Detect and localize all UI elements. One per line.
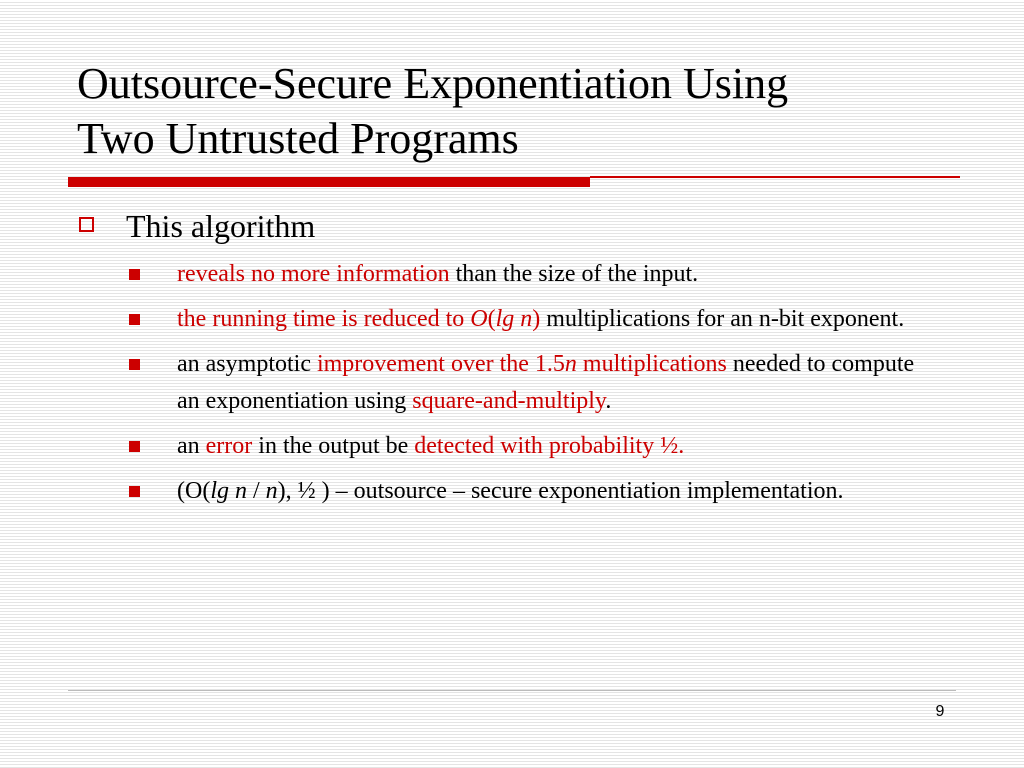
lg-n-term: lg n [495, 306, 533, 332]
highlight-text: multiplications [576, 351, 727, 377]
n-variable: n [265, 478, 278, 504]
filled-square-bullet-icon [129, 441, 140, 452]
footer-divider [68, 690, 956, 691]
lg-n-term: lg n [210, 478, 247, 504]
filled-square-bullet-icon [129, 269, 140, 280]
list-item [129, 256, 929, 293]
title-line-1: Outsource-Secure Exponentiation Using [77, 59, 789, 108]
list-item [129, 346, 929, 420]
body-text: / [247, 478, 266, 504]
body-text: than the size of the input. [449, 261, 699, 287]
filled-square-bullet-icon [129, 359, 140, 370]
body-text: ), ½ ) – outsource – secure exponentiation implementation. [277, 478, 844, 504]
slide-title [77, 56, 957, 166]
body-text: (O( [177, 478, 211, 504]
list-item [129, 473, 929, 510]
highlight-text: improvement over the 1.5 [316, 351, 565, 377]
highlight-text: detected with probability ½. [414, 433, 685, 459]
body-text: . [605, 388, 612, 414]
filled-square-bullet-icon [129, 486, 140, 497]
body-text: in the output be [252, 433, 415, 459]
list-item [129, 301, 929, 338]
hollow-square-bullet-icon [79, 217, 94, 232]
highlight-text: square-and-multiply [412, 388, 606, 414]
body-text: an [177, 433, 206, 459]
body-text: multiplications for an n-bit exponent. [540, 306, 905, 332]
body-text: an asymptotic [177, 351, 317, 377]
highlight-text: error [205, 433, 253, 459]
level1-bullet-text: This algorithm [126, 208, 316, 244]
highlight-text: reveals no more information [177, 261, 450, 287]
big-o-symbol: O [470, 306, 488, 332]
title-underline-thin [590, 176, 960, 178]
paren-close: ) [532, 306, 541, 332]
filled-square-bullet-icon [129, 314, 140, 325]
body-text: needed to compute an exponentiation using [177, 351, 915, 414]
title-underline-thick [68, 177, 590, 187]
list-item [129, 428, 929, 465]
paren-open: ( [487, 306, 496, 332]
n-variable: n [564, 351, 577, 377]
page-number: 9 [935, 703, 945, 720]
sub-bullet-list [129, 256, 929, 518]
highlight-text: the running time is reduced to [177, 306, 471, 332]
title-line-2: Two Untrusted Programs [77, 114, 519, 163]
